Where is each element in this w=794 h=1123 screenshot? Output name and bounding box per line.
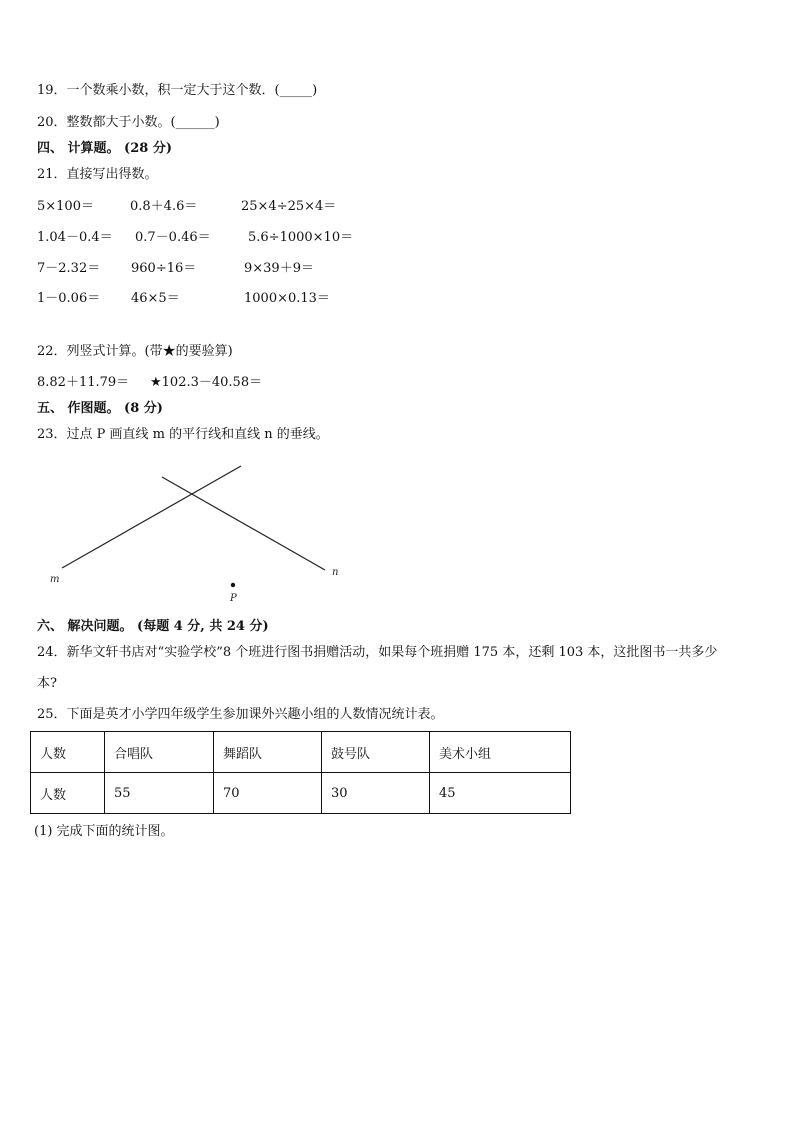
vertical-calc-expr: 8.82＋11.79＝ xyxy=(37,375,130,390)
question-19: 19．一个数乘小数，积一定大于这个数．(_____) xyxy=(37,83,318,98)
geometry-figure xyxy=(40,460,350,610)
table-cell: 人数 xyxy=(31,773,105,814)
line-m xyxy=(62,466,241,568)
label-n: n xyxy=(332,567,339,578)
table-row xyxy=(31,732,571,773)
point-p xyxy=(231,583,235,587)
calc-item: 0.8＋4.6＝ xyxy=(130,199,198,214)
table-cell: 人数 xyxy=(31,732,105,773)
table-cell: 55 xyxy=(105,773,214,814)
question-21: 21．直接写出得数。 xyxy=(37,167,158,182)
table-cell: 鼓号队 xyxy=(322,732,430,773)
table-cell: 舞蹈队 xyxy=(214,732,322,773)
table-cell: 美术小组 xyxy=(430,732,571,773)
table-cell: 合唱队 xyxy=(105,732,214,773)
stat-table xyxy=(30,731,571,814)
table-cell: 70 xyxy=(214,773,322,814)
question-20: 20．整数都大于小数。(______) xyxy=(37,115,220,130)
question-23: 23．过点 P 画直线 m 的平行线和直线 n 的垂线。 xyxy=(37,427,329,442)
question-22: 22．列竖式计算。(带★的要验算) xyxy=(37,344,233,359)
label-m: m xyxy=(50,574,60,585)
question-25: 25．下面是英才小学四年级学生参加课外兴趣小组的人数情况统计表。 xyxy=(37,707,444,722)
table-cell: 45 xyxy=(430,773,571,814)
calc-item: 1000×0.13＝ xyxy=(244,291,330,306)
calc-item: 46×5＝ xyxy=(131,291,180,306)
label-p: P xyxy=(230,593,237,604)
calc-item: 0.7－0.46＝ xyxy=(135,230,211,245)
calc-item: 1.04－0.4＝ xyxy=(37,230,113,245)
calc-item: 1－0.06＝ xyxy=(37,291,101,306)
calc-item: 7－2.32＝ xyxy=(37,261,101,276)
section-5-heading: 五、 作图题。 (8 分) xyxy=(37,401,163,416)
calc-item: 5×100＝ xyxy=(37,199,94,214)
vertical-calc-expr: ★102.3－40.58＝ xyxy=(150,375,263,390)
section-6-heading: 六、 解决问题。 (每题 4 分, 共 24 分) xyxy=(37,619,269,634)
calc-item: 25×4÷25×4＝ xyxy=(241,199,337,214)
calc-item: 960÷16＝ xyxy=(131,261,197,276)
line-n xyxy=(162,477,325,570)
table-row xyxy=(31,773,571,814)
section-4-heading: 四、 计算题。 (28 分) xyxy=(37,141,172,156)
question-25-sub1: (1) 完成下面的统计图。 xyxy=(34,824,174,839)
question-24-line2: 本? xyxy=(37,676,57,691)
calc-item: 9×39＋9＝ xyxy=(244,261,314,276)
question-24-line1: 24．新华文轩书店对“实验学校”8 个班进行图书捐赠活动，如果每个班捐赠 175 本，还剩 103 本，这批图书一共多少 xyxy=(37,645,718,660)
calc-item: 5.6÷1000×10＝ xyxy=(248,230,354,245)
table-cell: 30 xyxy=(322,773,430,814)
